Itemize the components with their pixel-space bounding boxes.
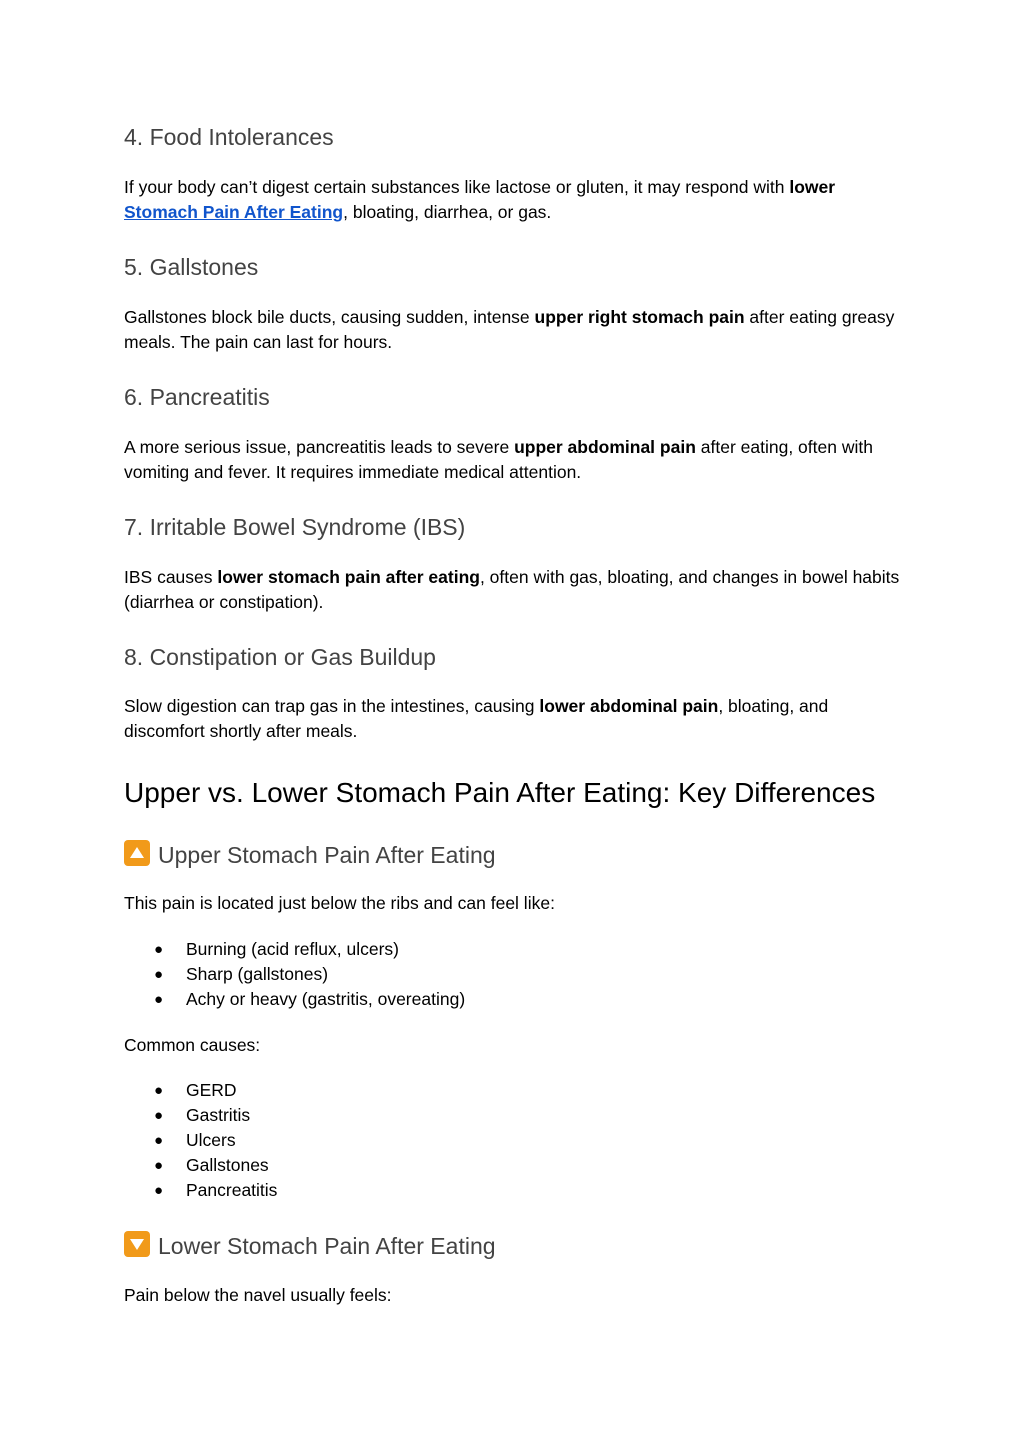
heading-pancreatitis: 6. Pancreatitis bbox=[124, 384, 270, 410]
paragraph-gallstones: Gallstones block bile ducts, causing sudden, intense upper right stomach pain after eating greasy meals. The pain can last for hours. bbox=[124, 307, 895, 352]
upper-intro: This pain is located just below the ribs and can feel like: bbox=[124, 893, 555, 913]
comparison-title: Upper vs. Lower Stomach Pain After Eating: Key Differences bbox=[124, 777, 876, 808]
heading-constipation: 8. Constipation or Gas Buildup bbox=[124, 644, 436, 670]
upper-feelings-list bbox=[124, 937, 904, 1012]
list-item: ● Sharp (gallstones) bbox=[124, 962, 904, 987]
upper-causes-list bbox=[124, 1078, 904, 1203]
paragraph-ibs: IBS causes lower stomach pain after eating, often with gas, bloating, and changes in bowel habits (diarrhea or constipation). bbox=[124, 567, 900, 612]
heading-upper-pain: Upper Stomach Pain After Eating bbox=[124, 840, 904, 869]
heading-ibs: 7. Irritable Bowel Syndrome (IBS) bbox=[124, 514, 466, 540]
list-item: ● Achy or heavy (gastritis, overeating) bbox=[124, 987, 904, 1012]
list-item: ● Burning (acid reflux, ulcers) bbox=[124, 937, 904, 962]
list-item: ● Ulcers bbox=[124, 1128, 904, 1153]
down-arrow-emoji-icon bbox=[124, 1231, 150, 1257]
lower-intro: Pain below the navel usually feels: bbox=[124, 1285, 392, 1305]
heading-gallstones: 5. Gallstones bbox=[124, 254, 259, 280]
stomach-pain-link[interactable]: Stomach Pain After Eating bbox=[124, 202, 344, 222]
heading-food-intolerances: 4. Food Intolerances bbox=[124, 124, 334, 150]
heading-lower-pain: Lower Stomach Pain After Eating bbox=[124, 1231, 904, 1260]
list-item: ● Pancreatitis bbox=[124, 1178, 904, 1203]
list-item: ● GERD bbox=[124, 1078, 904, 1103]
up-arrow-emoji-icon bbox=[124, 840, 150, 866]
common-causes-label: Common causes: bbox=[124, 1035, 261, 1055]
paragraph-food-intolerances: If your body can’t digest certain substances like lactose or gluten, it may respond with lower Stomach Pain After Eating, bloating, diarrhea, or gas. bbox=[124, 177, 836, 222]
paragraph-pancreatitis: A more serious issue, pancreatitis leads to severe upper abdominal pain after eating, often with vomiting and fever. It requires immediate medical attention. bbox=[124, 437, 873, 482]
list-item: ● Gastritis bbox=[124, 1103, 904, 1128]
list-item: ● Gallstones bbox=[124, 1153, 904, 1178]
paragraph-constipation: Slow digestion can trap gas in the intestines, causing lower abdominal pain, bloating, and discomfort shortly after meals. bbox=[124, 696, 829, 741]
